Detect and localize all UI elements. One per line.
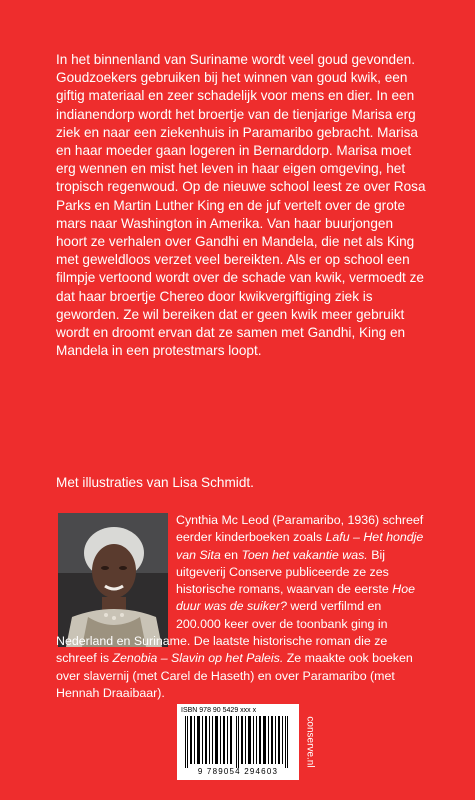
book-title: Hoe duur was de suiker? (176, 582, 415, 614)
book-title: Toen het vakantie was. (241, 547, 368, 562)
isbn-barcode (177, 704, 299, 780)
barcode-digits: 9 789054 294603 (197, 767, 279, 776)
back-cover-blurb (56, 51, 426, 360)
illustrator-credit: Met illustraties van Lisa Schmidt. (56, 475, 254, 490)
author-bio: Cynthia Mc Leod (Paramaribo, 1936) schreef eerder kinderboeken zoals Lafu – Het hondje van Sita en Toen het vakantie was. Bij uitgeverij Conserve publiceerde ze zes historische romans, waarvan de eerste Hoe duur was de suiker? werd verfilmd en 200.000 keer over de toonbank ging in Nederland en Suriname. De laatste historische roman die ze schreef is Zenobia – Slavin op het Paleis. Ze maakte ook boeken over slavernij (met Carel de Haseth) en over Paramaribo (met Hennah Draaibaar). (56, 513, 424, 700)
publisher-label: conserve.nl (304, 716, 316, 768)
book-title: Lafu – Het hondje van Sita (176, 530, 424, 562)
barcode-bars (185, 716, 291, 768)
book-title: Zenobia – Slavin op het Paleis. (112, 651, 284, 666)
blurb-paragraph: In het binnenland van Suriname wordt veel goud gevonden. Goudzoekers gebruiken bij het winnen van goud kwik, een giftig materiaal en zeer schadelijk voor mens en dier. In een indianendorp wordt het broertje van de tienjarige Marisa erg ziek en naar een ziekenhuis in Paramaribo gebracht. Marisa en haar moeder gaan logeren in Bernarddorp. Marisa moet erg wennen en mist het leven in haar eigen omgeving, het tropisch regenwoud. Op de nieuwe school leest ze over Rosa Parks en Martin Luther King en de juf vertelt over de grote mars naar Washington in Amerika. Van haar buurjongen hoort ze verhalen over Gandhi en Mandela, die net als King met geweldloos verzet veel bereikten. Als er op school een filmpje vertoond wordt over de schade van kwik, vermoedt ze dat haar broertje Chereo door kwikvergiftiging ziek is geworden. Ze wil bereiken dat er geen kwik meer gebruikt wordt en droomt ervan dat ze samen met Gandhi, King en Mandela in een protestmars loopt. (56, 52, 426, 359)
isbn-label: ISBN 978 90 5429 xxx x (181, 707, 257, 714)
publisher-website (303, 704, 317, 780)
